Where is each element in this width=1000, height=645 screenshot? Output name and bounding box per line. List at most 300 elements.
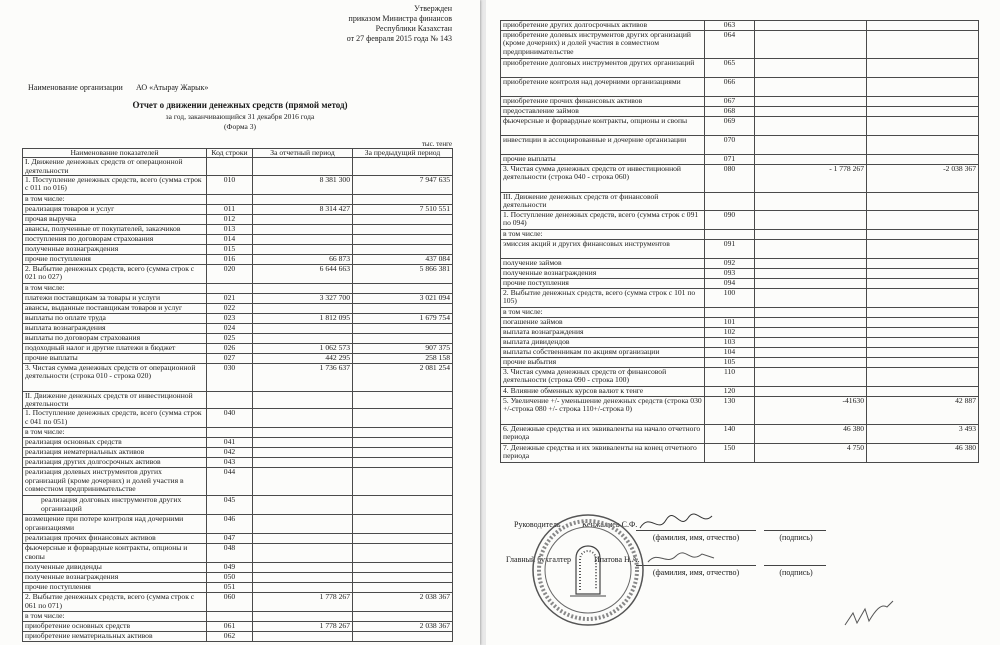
row-code: 042: [207, 448, 253, 458]
table-row: [501, 424, 979, 443]
row-current-value: [755, 278, 867, 288]
approval-line-1: Утвержден: [414, 4, 452, 13]
row-current-value: [755, 239, 867, 258]
row-code: 047: [207, 534, 253, 544]
row-name: реализация товаров и услуг: [23, 204, 207, 214]
row-code: 022: [207, 303, 253, 313]
row-code: 071: [705, 155, 755, 165]
row-name: предоставление займов: [501, 107, 705, 117]
row-previous-value: [867, 97, 979, 107]
row-code: 104: [705, 347, 755, 357]
row-current-value: [755, 317, 867, 327]
row-name: 5. Увеличение +/- уменьшение денежных средств (строка 030 +/-строка 080 +/- строка 110+/-строка 0): [501, 396, 705, 424]
row-current-value: 46 380: [755, 424, 867, 443]
row-code: 020: [207, 264, 253, 283]
row-current-value: 1 062 573: [253, 343, 353, 353]
row-current-value: [755, 386, 867, 396]
row-code: 101: [705, 317, 755, 327]
row-name: прочие поступления: [23, 583, 207, 593]
accountant-sign-line: [764, 565, 826, 566]
table-row: [23, 158, 453, 176]
row-previous-value: [353, 583, 453, 593]
table-row: [23, 448, 453, 458]
row-name: выплата дивидендов: [501, 337, 705, 347]
row-name: 4. Влияние обменных курсов валют к тенге: [501, 386, 705, 396]
row-previous-value: [867, 307, 979, 317]
row-name: реализация основных средств: [23, 438, 207, 448]
row-previous-value: [353, 158, 453, 176]
approval-block: [340, 4, 452, 44]
row-previous-value: [353, 573, 453, 583]
row-name: авансы, полученные от покупателей, заказчиков: [23, 224, 207, 234]
row-previous-value: 42 887: [867, 396, 979, 424]
col-header-name: Наименование показателей: [23, 149, 207, 158]
row-code: [207, 612, 253, 622]
head-name: Кенжалиев С.Ф.: [582, 520, 638, 529]
table-row: [501, 443, 979, 462]
row-code: 015: [207, 244, 253, 254]
row-current-value: [253, 391, 353, 409]
row-code: [207, 158, 253, 176]
row-current-value: 3 327 700: [253, 293, 353, 303]
row-code: 050: [207, 573, 253, 583]
row-name: прочие выбытия: [501, 357, 705, 367]
row-previous-value: 1 679 754: [353, 313, 453, 323]
table-row: [23, 313, 453, 323]
table-row: [23, 428, 453, 438]
row-name: 3. Чистая сумма денежных средств от финансовой деятельности (строка 090 - строка 100): [501, 367, 705, 386]
table-row: [23, 409, 453, 428]
row-code: [207, 283, 253, 293]
row-name: авансы, выданные поставщикам товаров и услуг: [23, 303, 207, 313]
row-name: 2. Выбытие денежных средств, всего (сумма строк с 101 по 105): [501, 288, 705, 307]
row-current-value: [253, 214, 353, 224]
col-header-code: Код строки: [207, 149, 253, 158]
row-previous-value: [353, 214, 453, 224]
row-previous-value: [867, 239, 979, 258]
row-previous-value: [353, 612, 453, 622]
table-row: [23, 293, 453, 303]
report-form: (Форма 3): [224, 122, 256, 131]
row-code: 014: [207, 234, 253, 244]
row-code: 013: [207, 224, 253, 234]
row-name: полученные вознаграждения: [23, 573, 207, 583]
row-current-value: [253, 573, 353, 583]
row-previous-value: [867, 193, 979, 211]
row-previous-value: 46 380: [867, 443, 979, 462]
row-previous-value: [867, 347, 979, 357]
row-previous-value: [867, 317, 979, 327]
approval-line-3: Республики Казахстан: [375, 24, 452, 33]
table-row: [501, 136, 979, 155]
row-code: 064: [705, 31, 755, 59]
table-row: [23, 563, 453, 573]
row-previous-value: [353, 409, 453, 428]
row-previous-value: 258 158: [353, 353, 453, 363]
row-current-value: [253, 438, 353, 448]
row-previous-value: [867, 386, 979, 396]
row-previous-value: [353, 632, 453, 642]
table-row: [23, 583, 453, 593]
col-header-previous: За предыдущий период: [353, 149, 453, 158]
row-name: прочие выплаты: [501, 155, 705, 165]
row-previous-value: [867, 117, 979, 136]
row-previous-value: [867, 31, 979, 59]
table-row: [23, 303, 453, 313]
head-caption-name: (фамилия, имя, отчество): [652, 533, 740, 542]
row-current-value: [755, 229, 867, 239]
row-previous-value: [867, 210, 979, 229]
row-code: 069: [705, 117, 755, 136]
row-previous-value: [867, 78, 979, 97]
row-current-value: [755, 155, 867, 165]
row-current-value: 442 295: [253, 353, 353, 363]
table-row: [23, 612, 453, 622]
table-row: [501, 97, 979, 107]
row-current-value: [253, 409, 353, 428]
row-name: приобретение прочих финансовых активов: [501, 97, 705, 107]
row-previous-value: [353, 323, 453, 333]
accountant-caption-sign: (подпись): [779, 568, 813, 577]
table-row: [23, 244, 453, 254]
row-name: фьючерсные и форвардные контракты, опционы и свопы: [501, 117, 705, 136]
table-row: [23, 254, 453, 264]
row-previous-value: [867, 21, 979, 31]
margin-signature-scribble: [841, 595, 901, 635]
table-row: [501, 317, 979, 327]
row-current-value: [755, 31, 867, 59]
row-name: приобретение нематериальных активов: [23, 632, 207, 642]
row-previous-value: [353, 448, 453, 458]
row-name: выплата вознаграждения: [501, 327, 705, 337]
row-current-value: [253, 496, 353, 515]
table-row: [501, 288, 979, 307]
row-current-value: [755, 59, 867, 78]
row-previous-value: [867, 155, 979, 165]
table-row: [23, 391, 453, 409]
row-previous-value: 3 021 094: [353, 293, 453, 303]
table-row: [501, 258, 979, 268]
table-row: [501, 117, 979, 136]
row-name: в том числе:: [23, 194, 207, 204]
row-current-value: [253, 583, 353, 593]
row-previous-value: [867, 107, 979, 117]
table-row: [501, 155, 979, 165]
row-current-value: 1 736 637: [253, 363, 353, 391]
org-label: Наименование организации: [28, 83, 123, 92]
row-name: реализация долговых инструментов других организаций: [23, 496, 207, 515]
row-name: I. Движение денежных средств от операционной деятельности: [23, 158, 207, 176]
table-row: [501, 210, 979, 229]
table-row: [23, 353, 453, 363]
row-previous-value: 907 375: [353, 343, 453, 353]
row-current-value: [253, 428, 353, 438]
row-code: 063: [705, 21, 755, 31]
row-name: реализация других долгосрочных активов: [23, 458, 207, 468]
row-previous-value: [353, 283, 453, 293]
row-current-value: [755, 78, 867, 97]
row-name: приобретение долговых инструментов других организаций: [501, 59, 705, 78]
row-name: фьючерсные и форвардные контракты, опционы и свопы: [23, 544, 207, 563]
row-previous-value: [867, 59, 979, 78]
table-row: [23, 234, 453, 244]
row-code: 049: [207, 563, 253, 573]
row-code: 045: [207, 496, 253, 515]
cashflow-table-left: [22, 148, 453, 642]
row-current-value: 6 644 663: [253, 264, 353, 283]
row-code: 011: [207, 204, 253, 214]
row-code: [207, 194, 253, 204]
row-current-value: [253, 283, 353, 293]
row-previous-value: [867, 337, 979, 347]
row-previous-value: [353, 244, 453, 254]
row-code: 068: [705, 107, 755, 117]
table-row: [501, 165, 979, 193]
row-current-value: 66 873: [253, 254, 353, 264]
row-name: приобретение контроля над дочерними организациями: [501, 78, 705, 97]
row-code: 100: [705, 288, 755, 307]
row-previous-value: 5 866 381: [353, 264, 453, 283]
row-current-value: 8 381 300: [253, 175, 353, 194]
table-row: [501, 59, 979, 78]
row-current-value: [755, 258, 867, 268]
table-row: [23, 323, 453, 333]
row-code: 043: [207, 458, 253, 468]
table-row: [23, 622, 453, 632]
units-label: тыс. тенге: [421, 140, 452, 148]
row-previous-value: [867, 229, 979, 239]
row-current-value: 8 314 427: [253, 204, 353, 214]
row-previous-value: [867, 367, 979, 386]
head-caption-sign: (подпись): [779, 533, 813, 542]
row-name: прочая выручка: [23, 214, 207, 224]
row-previous-value: [353, 544, 453, 563]
row-name: поступления по договорам страхования: [23, 234, 207, 244]
row-current-value: [253, 158, 353, 176]
table-row: [23, 283, 453, 293]
row-name: 1. Поступление денежных средств, всего (сумма строк с 011 по 016): [23, 175, 207, 194]
row-previous-value: 7 510 551: [353, 204, 453, 214]
row-previous-value: 3 493: [867, 424, 979, 443]
row-code: 016: [207, 254, 253, 264]
row-current-value: [755, 327, 867, 337]
accountant-name: Ипатова Н.А.: [594, 555, 640, 564]
row-previous-value: [867, 357, 979, 367]
row-name: подоходный налог и другие платежи в бюджет: [23, 343, 207, 353]
table-row: [501, 229, 979, 239]
row-code: [705, 307, 755, 317]
table-row: [501, 386, 979, 396]
row-previous-value: [867, 327, 979, 337]
row-name: прочие выплаты: [23, 353, 207, 363]
table-row: [23, 343, 453, 353]
row-code: 023: [207, 313, 253, 323]
row-name: эмиссия акций и других финансовых инструментов: [501, 239, 705, 258]
row-name: 1. Поступление денежных средств, всего (сумма строк с 041 по 051): [23, 409, 207, 428]
row-code: 046: [207, 515, 253, 534]
row-name: выплаты по договорам страхования: [23, 333, 207, 343]
table-row: [23, 458, 453, 468]
table-row: [23, 496, 453, 515]
row-name: полученные вознаграждения: [501, 268, 705, 278]
row-code: 060: [207, 593, 253, 612]
accountant-caption-name: (фамилия, имя, отчество): [652, 568, 740, 577]
row-code: 103: [705, 337, 755, 347]
row-name: приобретение других долгосрочных активов: [501, 21, 705, 31]
row-previous-value: [867, 288, 979, 307]
row-current-value: [253, 333, 353, 343]
row-current-value: [253, 244, 353, 254]
table-row: [501, 396, 979, 424]
row-code: 067: [705, 97, 755, 107]
row-previous-value: [353, 428, 453, 438]
company-seal: [530, 512, 646, 628]
row-name: реализация прочих финансовых активов: [23, 534, 207, 544]
row-current-value: [253, 224, 353, 234]
row-code: 051: [207, 583, 253, 593]
head-sign-line: [764, 530, 826, 531]
table-row: [23, 515, 453, 534]
row-name: реализация нематериальных активов: [23, 448, 207, 458]
table-row: [501, 239, 979, 258]
row-current-value: [755, 357, 867, 367]
table-row: [23, 468, 453, 496]
table-row: [501, 193, 979, 211]
row-code: 066: [705, 78, 755, 97]
accountant-signature-scribble: [646, 546, 716, 570]
row-previous-value: [867, 278, 979, 288]
table-row: [501, 107, 979, 117]
row-current-value: [253, 194, 353, 204]
row-current-value: 1 812 095: [253, 313, 353, 323]
row-current-value: -41630: [755, 396, 867, 424]
row-current-value: [253, 323, 353, 333]
row-code: 010: [207, 175, 253, 194]
row-code: 080: [705, 165, 755, 193]
row-code: 024: [207, 323, 253, 333]
row-code: 091: [705, 239, 755, 258]
row-name: приобретение долевых инструментов других организаций (кроме дочерних) и долей участия в совместном предпринимательстве: [501, 31, 705, 59]
table-row: [23, 573, 453, 583]
row-name: возмещение при потере контроля над дочерними организациями: [23, 515, 207, 534]
row-current-value: [755, 136, 867, 155]
row-previous-value: [353, 391, 453, 409]
table-row: [501, 367, 979, 386]
row-name: 3. Чистая сумма денежных средств от инвестиционной деятельности (строка 040 - строка 060): [501, 165, 705, 193]
table-row: [23, 204, 453, 214]
row-name: получение займов: [501, 258, 705, 268]
row-current-value: [755, 347, 867, 357]
row-code: 041: [207, 438, 253, 448]
table-row: [501, 78, 979, 97]
row-current-value: [253, 612, 353, 622]
table-row: [23, 175, 453, 194]
row-code: 102: [705, 327, 755, 337]
row-previous-value: 2 038 367: [353, 593, 453, 612]
row-current-value: [755, 367, 867, 386]
row-current-value: [755, 117, 867, 136]
report-page-right: [486, 0, 1000, 645]
row-name: в том числе:: [23, 612, 207, 622]
table-row: [23, 363, 453, 391]
row-name: выплаты собственникам по акциям организации: [501, 347, 705, 357]
row-code: 044: [207, 468, 253, 496]
row-previous-value: 437 084: [353, 254, 453, 264]
row-name: в том числе:: [23, 283, 207, 293]
row-current-value: [755, 288, 867, 307]
row-code: 094: [705, 278, 755, 288]
row-name: 2. Выбытие денежных средств, всего (сумма строк с 021 по 027): [23, 264, 207, 283]
row-name: погашение займов: [501, 317, 705, 327]
row-current-value: [253, 468, 353, 496]
report-title: Отчет о движении денежных средств (прямой метод): [132, 100, 348, 110]
row-name: II. Движение денежных средств от инвестиционной деятельности: [23, 391, 207, 409]
row-current-value: [253, 303, 353, 313]
row-current-value: - 1 778 267: [755, 165, 867, 193]
row-code: 092: [705, 258, 755, 268]
row-name: в том числе:: [501, 307, 705, 317]
report-page-left: [0, 0, 480, 645]
row-name: 7. Денежные средства и их эквиваленты на конец отчетного периода: [501, 443, 705, 462]
table-row: [23, 194, 453, 204]
row-previous-value: [867, 258, 979, 268]
table-row: [23, 264, 453, 283]
row-code: 093: [705, 268, 755, 278]
row-code: 021: [207, 293, 253, 303]
row-current-value: 1 778 267: [253, 622, 353, 632]
row-current-value: [253, 458, 353, 468]
row-current-value: [755, 210, 867, 229]
row-name: 2. Выбытие денежных средств, всего (сумма строк с 061 по 071): [23, 593, 207, 612]
row-previous-value: [353, 303, 453, 313]
row-code: 090: [705, 210, 755, 229]
row-previous-value: [353, 234, 453, 244]
row-code: 025: [207, 333, 253, 343]
table-row: [23, 224, 453, 234]
approval-line-2: приказом Министра финансов: [348, 14, 452, 23]
row-name: инвестиции в ассоциированные и дочерние организации: [501, 136, 705, 155]
row-previous-value: [867, 268, 979, 278]
row-current-value: [755, 107, 867, 117]
row-code: 062: [207, 632, 253, 642]
row-current-value: 4 750: [755, 443, 867, 462]
row-current-value: [755, 268, 867, 278]
row-previous-value: [353, 333, 453, 343]
table-row: [501, 268, 979, 278]
row-name: 1. Поступление денежных средств, всего (сумма строк с 091 по 094): [501, 210, 705, 229]
row-previous-value: 2 038 367: [353, 622, 453, 632]
row-name: выплата вознаграждения: [23, 323, 207, 333]
row-code: [207, 391, 253, 409]
row-current-value: [755, 193, 867, 211]
row-previous-value: [353, 534, 453, 544]
row-previous-value: 7 947 635: [353, 175, 453, 194]
table-row: [501, 31, 979, 59]
row-code: [705, 229, 755, 239]
row-name: в том числе:: [501, 229, 705, 239]
row-code: 026: [207, 343, 253, 353]
table-row: [23, 593, 453, 612]
row-current-value: [755, 97, 867, 107]
table-row: [501, 327, 979, 337]
row-name: полученные дивиденды: [23, 563, 207, 573]
row-code: 070: [705, 136, 755, 155]
table-row: [501, 21, 979, 31]
row-name: III. Движение денежных средств от финансовой деятельности: [501, 193, 705, 211]
row-current-value: [253, 234, 353, 244]
approval-line-4: от 27 февраля 2015 года № 143: [346, 34, 452, 43]
row-current-value: [253, 632, 353, 642]
